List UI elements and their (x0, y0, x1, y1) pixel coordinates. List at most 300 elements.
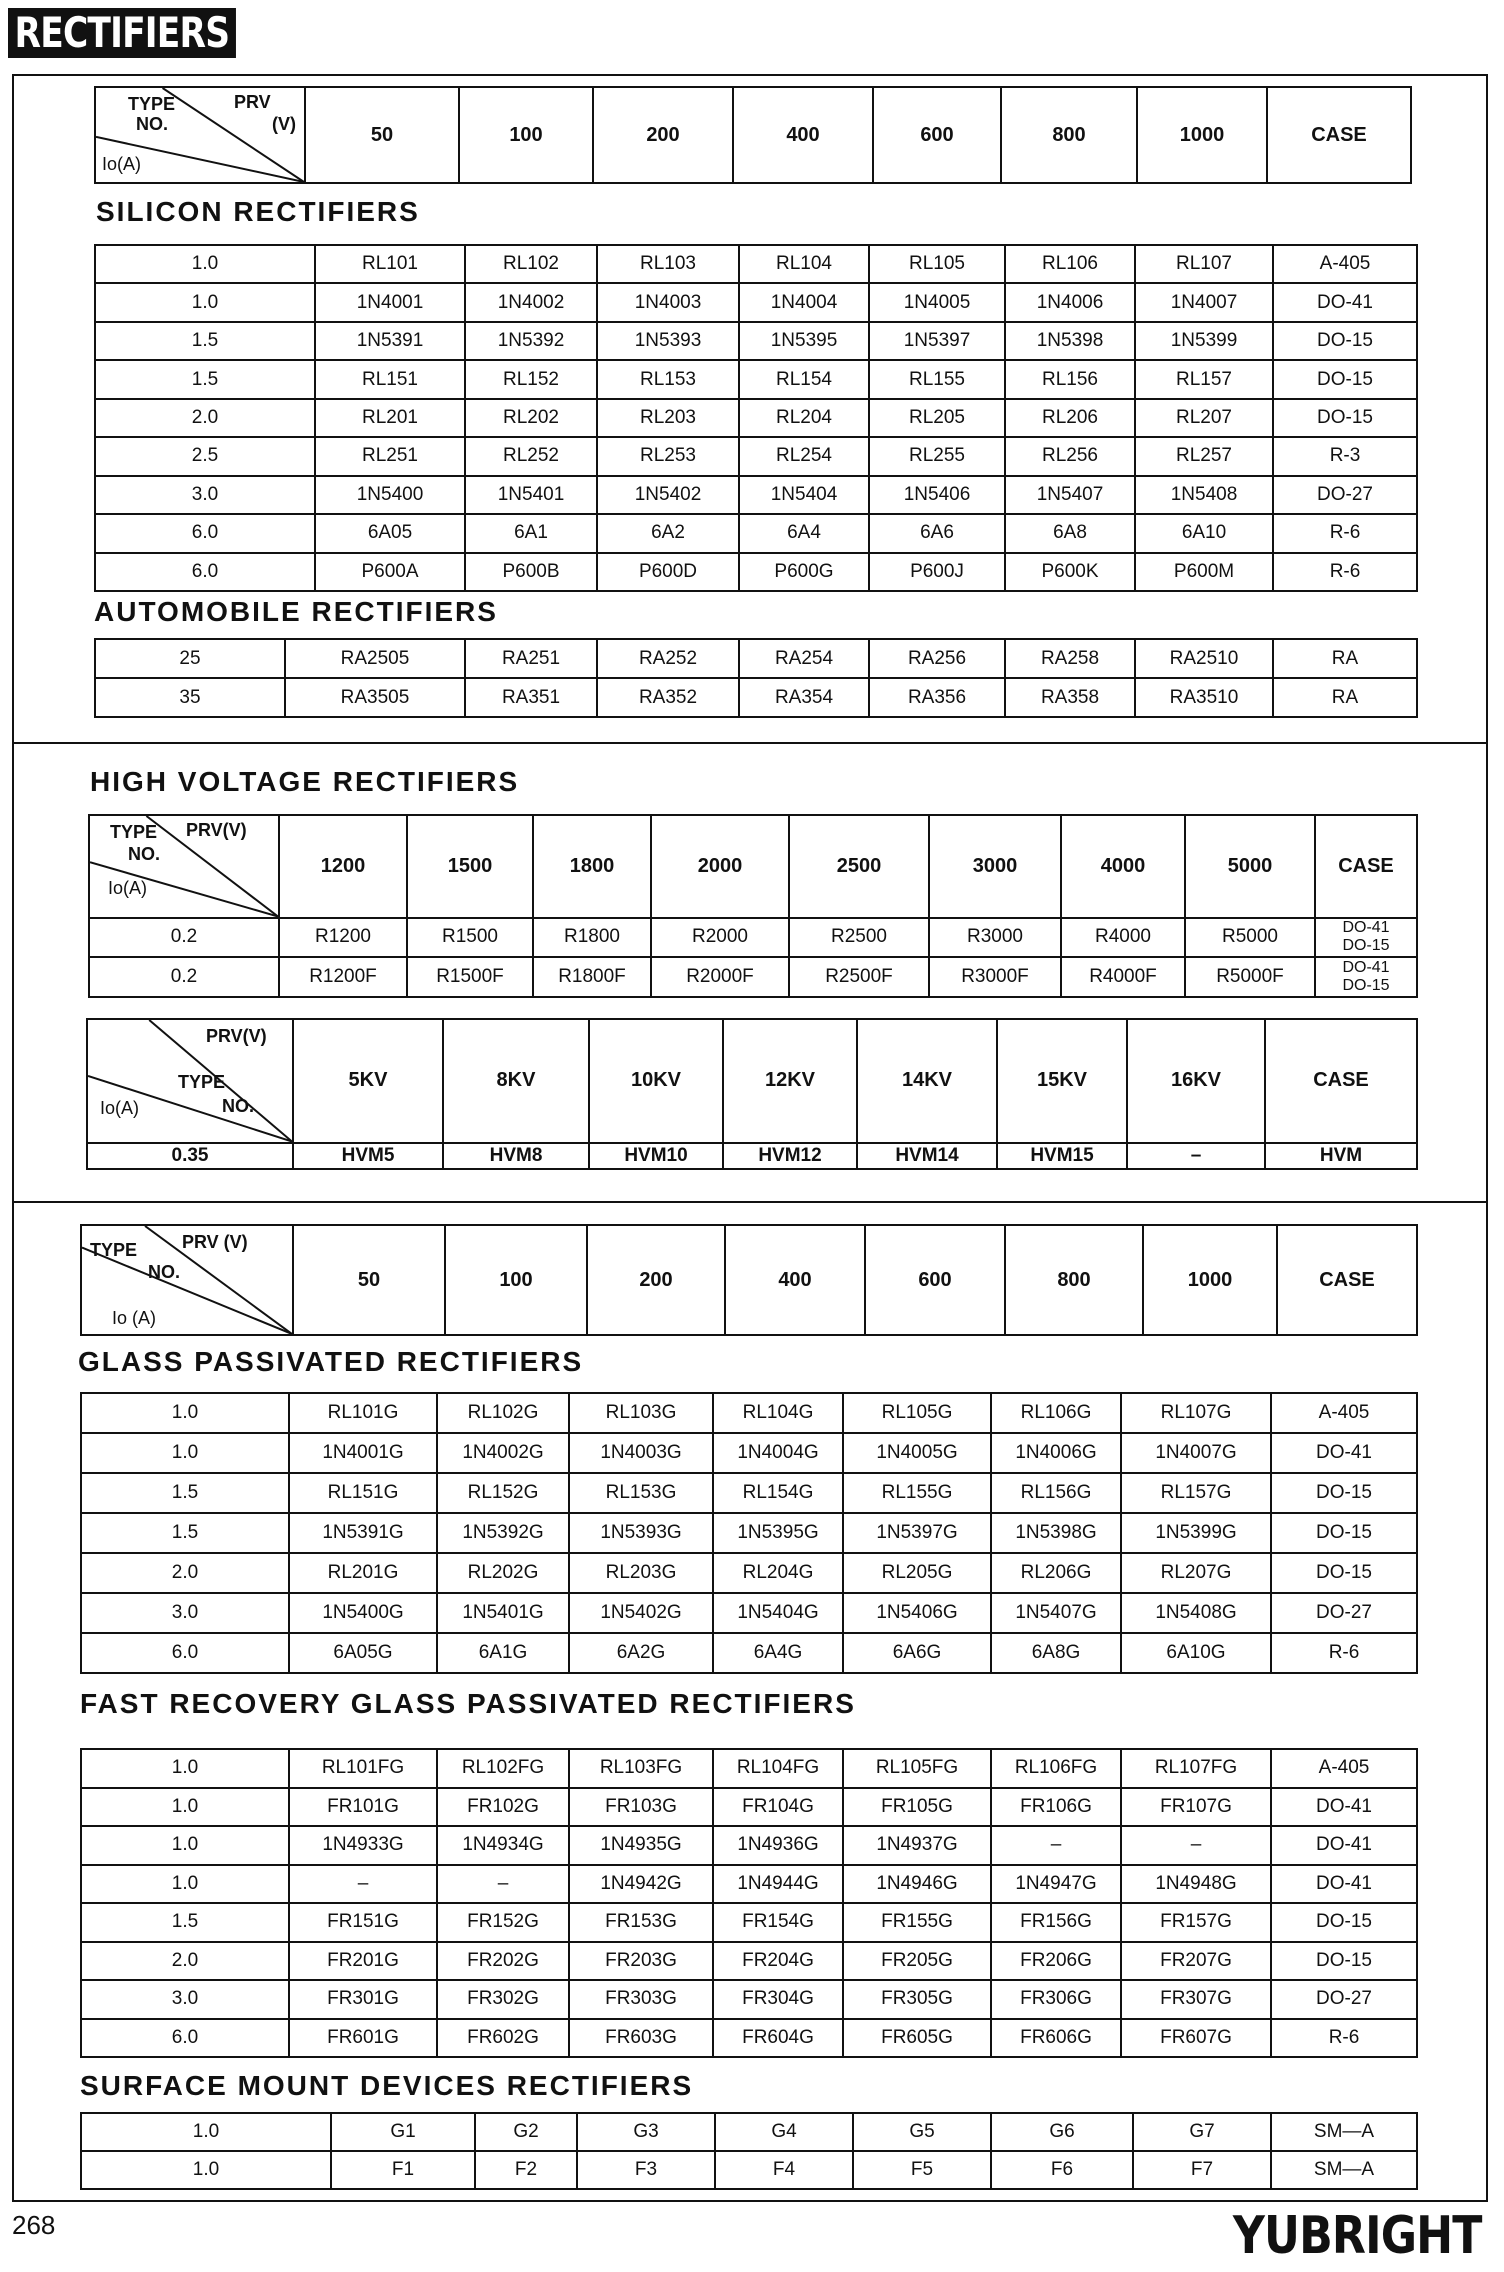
part-number-cell: – (991, 1826, 1121, 1865)
case-cell: R-3 (1273, 437, 1417, 475)
case-cell: DO-41 (1271, 1433, 1417, 1473)
part-number-cell: 1N4007 (1135, 283, 1273, 321)
part-number-cell: FR306G (991, 1980, 1121, 2019)
part-number-cell: R1200 (279, 918, 407, 958)
part-number-cell: HVM8 (443, 1143, 589, 1169)
part-number-cell: RA352 (597, 678, 739, 717)
part-number-cell: HVM10 (589, 1143, 723, 1169)
current-cell: 1.0 (81, 1826, 289, 1865)
no-label: NO. (128, 844, 161, 864)
part-number-cell: R1800F (533, 957, 651, 997)
voltage-header: 400 (725, 1225, 865, 1335)
table-row (95, 283, 1417, 321)
part-number-cell: G7 (1133, 2113, 1271, 2151)
voltage-header: 50 (293, 1225, 445, 1335)
part-number-cell: 1N5392 (465, 322, 597, 360)
part-number-cell: RL102FG (437, 1749, 569, 1788)
part-number-cell: FR104G (713, 1788, 843, 1827)
part-number-cell: RL253 (597, 437, 739, 475)
current-cell: 1.0 (81, 1865, 289, 1904)
part-number-cell: RA354 (739, 678, 869, 717)
part-number-cell: 1N4006G (991, 1433, 1121, 1473)
voltage-header: 5000 (1185, 815, 1315, 918)
section-title-high-voltage: HIGH VOLTAGE RECTIFIERS (90, 766, 520, 797)
case-cell: DO-27 (1271, 1593, 1417, 1633)
fast-recovery-table (80, 1748, 1418, 2058)
table-row (81, 2113, 1417, 2151)
part-number-cell: F2 (475, 2151, 577, 2189)
part-number-cell: 1N5397 (869, 322, 1005, 360)
part-number-cell: 1N5397G (843, 1513, 991, 1553)
part-number-cell: RL103 (597, 245, 739, 283)
part-number-cell: 1N5395G (713, 1513, 843, 1553)
current-cell: 6.0 (81, 2019, 289, 2058)
part-number-cell: 6A2 (597, 514, 739, 552)
part-number-cell: P600J (869, 553, 1005, 592)
part-number-cell: R3000 (929, 918, 1061, 958)
table-row (95, 399, 1417, 437)
current-cell: 3.0 (81, 1980, 289, 2019)
part-number-cell: 1N4935G (569, 1826, 713, 1865)
table-row (95, 322, 1417, 360)
part-number-cell: RA254 (739, 639, 869, 678)
page-number: 268 (12, 2210, 56, 2240)
part-number-cell: RL203 (597, 399, 739, 437)
silicon-rectifiers-table (94, 244, 1418, 592)
prv-label: PRV(V) (206, 1026, 267, 1046)
part-number-cell: 6A05 (315, 514, 465, 552)
part-number-cell: RL104 (739, 245, 869, 283)
part-number-cell: 1N5393G (569, 1513, 713, 1553)
voltage-header: 800 (1001, 87, 1137, 183)
voltage-header: 1800 (533, 815, 651, 918)
part-number-cell: FR157G (1121, 1903, 1271, 1942)
current-cell: 1.5 (95, 322, 315, 360)
voltage-header: 2000 (651, 815, 789, 918)
voltage-header: 400 (733, 87, 873, 183)
part-number-cell: 1N5407G (991, 1593, 1121, 1633)
part-number-cell: FR154G (713, 1903, 843, 1942)
part-number-cell: 1N4942G (569, 1865, 713, 1904)
part-number-cell: 1N5399G (1121, 1513, 1271, 1553)
voltage-header: 5KV (293, 1019, 443, 1143)
no-label: NO. (222, 1096, 255, 1116)
part-number-cell: 6A05G (289, 1633, 437, 1673)
part-number-cell: 1N5392G (437, 1513, 569, 1553)
part-number-cell: RA256 (869, 639, 1005, 678)
part-number-cell: RL103G (569, 1393, 713, 1433)
part-number-cell: RA3505 (285, 678, 465, 717)
table-row (81, 1433, 1417, 1473)
table-row (95, 245, 1417, 283)
part-number-cell: 1N5398 (1005, 322, 1135, 360)
section-title-fast-recovery: FAST RECOVERY GLASS PASSIVATED RECTIFIERS (80, 1688, 856, 1719)
part-number-cell: RL101 (315, 245, 465, 283)
case-cell: DO-15 (1271, 1473, 1417, 1513)
table-row (81, 1942, 1417, 1981)
case-cell: A-405 (1273, 245, 1417, 283)
current-cell: 0.35 (87, 1143, 293, 1169)
case-cell: DO-15 (1271, 1903, 1417, 1942)
part-number-cell: 6A2G (569, 1633, 713, 1673)
part-number-cell: RL154G (713, 1473, 843, 1513)
part-number-cell: F3 (577, 2151, 715, 2189)
part-number-cell: RL107FG (1121, 1749, 1271, 1788)
current-cell: 1.0 (95, 245, 315, 283)
part-number-cell: RL251 (315, 437, 465, 475)
current-cell: 2.5 (95, 437, 315, 475)
header-corner-cell (89, 815, 279, 918)
table-row (81, 2019, 1417, 2058)
case-cell: DO-15 (1271, 1513, 1417, 1553)
voltage-header: 1000 (1137, 87, 1267, 183)
case-cell: DO-41 DO-15 (1315, 957, 1417, 997)
voltage-header-table (94, 86, 1412, 184)
part-number-cell: FR155G (843, 1903, 991, 1942)
table-row (81, 1826, 1417, 1865)
part-number-cell: FR307G (1121, 1980, 1271, 2019)
part-number-cell: 6A10G (1121, 1633, 1271, 1673)
part-number-cell: 1N4947G (991, 1865, 1121, 1904)
table-row (95, 553, 1417, 592)
hvm-table (86, 1018, 1418, 1170)
part-number-cell: FR204G (713, 1942, 843, 1981)
part-number-cell: 6A6G (843, 1633, 991, 1673)
part-number-cell: RL101FG (289, 1749, 437, 1788)
voltage-header: 800 (1005, 1225, 1143, 1335)
prv-label: PRV(V) (186, 820, 247, 840)
part-number-cell: 1N5402G (569, 1593, 713, 1633)
current-cell: 2.0 (81, 1942, 289, 1981)
part-number-cell: 1N4948G (1121, 1865, 1271, 1904)
part-number-cell: 6A1G (437, 1633, 569, 1673)
part-number-cell: RA251 (465, 639, 597, 678)
type-label: TYPE (110, 822, 158, 842)
part-number-cell: RL157 (1135, 360, 1273, 398)
case-header: CASE (1277, 1225, 1417, 1335)
table-row (81, 1788, 1417, 1827)
part-number-cell: G4 (715, 2113, 853, 2151)
part-number-cell: 1N5408 (1135, 476, 1273, 514)
case-header: CASE (1267, 87, 1411, 183)
table-row (81, 2151, 1417, 2189)
part-number-cell: R5000 (1185, 918, 1315, 958)
part-number-cell: R1500 (407, 918, 533, 958)
current-cell: 6.0 (81, 1633, 289, 1673)
part-number-cell: P600K (1005, 553, 1135, 592)
section-title-glass: GLASS PASSIVATED RECTIFIERS (78, 1346, 584, 1377)
case-cell: DO-15 (1271, 1942, 1417, 1981)
part-number-cell: FR304G (713, 1980, 843, 2019)
part-number-cell: 6A4G (713, 1633, 843, 1673)
case-cell: A-405 (1271, 1393, 1417, 1433)
part-number-cell: G5 (853, 2113, 991, 2151)
part-number-cell: FR203G (569, 1942, 713, 1981)
part-number-cell: RL155 (869, 360, 1005, 398)
part-number-cell: 1N5404G (713, 1593, 843, 1633)
part-number-cell: RL255 (869, 437, 1005, 475)
part-number-cell: 1N4944G (713, 1865, 843, 1904)
current-cell: 1.0 (95, 283, 315, 321)
prv-unit: (V) (272, 114, 296, 134)
part-number-cell: – (1127, 1143, 1265, 1169)
current-cell: 1.0 (81, 2113, 331, 2151)
part-number-cell: 1N5400G (289, 1593, 437, 1633)
part-number-cell: RL103FG (569, 1749, 713, 1788)
part-number-cell: RL151 (315, 360, 465, 398)
part-number-cell: F1 (331, 2151, 475, 2189)
section-divider (12, 742, 1488, 744)
table-row (95, 514, 1417, 552)
part-number-cell: P600M (1135, 553, 1273, 592)
part-number-cell: RL206G (991, 1553, 1121, 1593)
part-number-cell: 1N5393 (597, 322, 739, 360)
case-cell: RA (1273, 639, 1417, 678)
type-label: TYPE (128, 94, 176, 114)
part-number-cell: 1N5391 (315, 322, 465, 360)
io-label: Io(A) (100, 1098, 140, 1118)
table-row (81, 1473, 1417, 1513)
part-number-cell: R4000 (1061, 918, 1185, 958)
case-cell: A-405 (1271, 1749, 1417, 1788)
table-row (87, 1143, 1417, 1169)
part-number-cell: RA351 (465, 678, 597, 717)
part-number-cell: RL105FG (843, 1749, 991, 1788)
part-number-cell: FR151G (289, 1903, 437, 1942)
case-cell: DO-41 (1271, 1865, 1417, 1904)
part-number-cell: 6A4 (739, 514, 869, 552)
part-number-cell: RL252 (465, 437, 597, 475)
table-row (81, 1980, 1417, 2019)
part-number-cell: RL104FG (713, 1749, 843, 1788)
part-number-cell: 6A6 (869, 514, 1005, 552)
current-cell: 3.0 (95, 476, 315, 514)
part-number-cell: R1800 (533, 918, 651, 958)
current-cell: 6.0 (95, 514, 315, 552)
part-number-cell: 1N5408G (1121, 1593, 1271, 1633)
part-number-cell: FR102G (437, 1788, 569, 1827)
part-number-cell: P600D (597, 553, 739, 592)
part-number-cell: RL105G (843, 1393, 991, 1433)
part-number-cell: G3 (577, 2113, 715, 2151)
part-number-cell: R5000F (1185, 957, 1315, 997)
part-number-cell: 1N5407 (1005, 476, 1135, 514)
part-number-cell: RL155G (843, 1473, 991, 1513)
smd-rectifiers-table (80, 2112, 1418, 2190)
part-number-cell: P600B (465, 553, 597, 592)
voltage-header: 15KV (997, 1019, 1127, 1143)
part-number-cell: F5 (853, 2151, 991, 2189)
current-cell: 1.0 (81, 1788, 289, 1827)
part-number-cell: HVM15 (997, 1143, 1127, 1169)
part-number-cell: 6A10 (1135, 514, 1273, 552)
header-corner-cell (95, 87, 305, 183)
part-number-cell: R3000F (929, 957, 1061, 997)
part-number-cell: 1N4006 (1005, 283, 1135, 321)
glass-passivated-table (80, 1392, 1418, 1674)
part-number-cell: 1N4934G (437, 1826, 569, 1865)
part-number-cell: 1N4007G (1121, 1433, 1271, 1473)
part-number-cell: 6A1 (465, 514, 597, 552)
part-number-cell: R1200F (279, 957, 407, 997)
part-number-cell: R4000F (1061, 957, 1185, 997)
part-number-cell: FR607G (1121, 2019, 1271, 2058)
case-cell: DO-15 (1273, 322, 1417, 360)
voltage-header: 1000 (1143, 1225, 1277, 1335)
part-number-cell: RL205 (869, 399, 1005, 437)
part-number-cell: FR305G (843, 1980, 991, 2019)
current-cell: 1.5 (81, 1473, 289, 1513)
section-divider (12, 1201, 1488, 1203)
io-label: Io (A) (112, 1308, 157, 1328)
current-cell: 0.2 (89, 918, 279, 958)
part-number-cell: 1N4003 (597, 283, 739, 321)
part-number-cell: 1N5404 (739, 476, 869, 514)
voltage-header: 1200 (279, 815, 407, 918)
table-row (95, 437, 1417, 475)
part-number-cell: RL201G (289, 1553, 437, 1593)
case-cell: RA (1273, 678, 1417, 717)
current-cell: 1.5 (95, 360, 315, 398)
part-number-cell: RL202 (465, 399, 597, 437)
current-cell: 1.0 (81, 2151, 331, 2189)
part-number-cell: 1N5401 (465, 476, 597, 514)
part-number-cell: 6A8 (1005, 514, 1135, 552)
part-number-cell: – (1121, 1826, 1271, 1865)
part-number-cell: P600G (739, 553, 869, 592)
voltage-header: 14KV (857, 1019, 997, 1143)
part-number-cell: RL106 (1005, 245, 1135, 283)
part-number-cell: HVM12 (723, 1143, 857, 1169)
part-number-cell: 1N4005 (869, 283, 1005, 321)
part-number-cell: 1N4001 (315, 283, 465, 321)
part-number-cell: RL153G (569, 1473, 713, 1513)
part-number-cell: 1N4946G (843, 1865, 991, 1904)
part-number-cell: RL106FG (991, 1749, 1121, 1788)
part-number-cell: RL205G (843, 1553, 991, 1593)
part-number-cell: HVM14 (857, 1143, 997, 1169)
part-number-cell: 1N4001G (289, 1433, 437, 1473)
part-number-cell: RL156 (1005, 360, 1135, 398)
part-number-cell: 1N4937G (843, 1826, 991, 1865)
part-number-cell: 1N4002 (465, 283, 597, 321)
part-number-cell: 1N4933G (289, 1826, 437, 1865)
high-voltage-table (88, 814, 1418, 998)
no-label: NO. (148, 1262, 181, 1282)
part-number-cell: RL201 (315, 399, 465, 437)
no-label: NO. (136, 114, 169, 134)
part-number-cell: RL105 (869, 245, 1005, 283)
part-number-cell: G2 (475, 2113, 577, 2151)
part-number-cell: R1500F (407, 957, 533, 997)
current-cell: 1.0 (81, 1433, 289, 1473)
page-title: RECTIFIERS (8, 8, 236, 58)
section-title-silicon: SILICON RECTIFIERS (96, 196, 420, 227)
table-row (81, 1553, 1417, 1593)
current-cell: 0.2 (89, 957, 279, 997)
part-number-cell: 1N5395 (739, 322, 869, 360)
prv-label: PRV (V) (182, 1232, 248, 1252)
part-number-cell: RA2505 (285, 639, 465, 678)
table-row (81, 1749, 1417, 1788)
current-cell: 1.5 (81, 1513, 289, 1553)
part-number-cell: HVM5 (293, 1143, 443, 1169)
case-cell: SM—A (1271, 2151, 1417, 2189)
part-number-cell: RL207G (1121, 1553, 1271, 1593)
part-number-cell: 1N4005G (843, 1433, 991, 1473)
voltage-header-table-glass (80, 1224, 1418, 1336)
part-number-cell: FR606G (991, 2019, 1121, 2058)
part-number-cell: RL102 (465, 245, 597, 283)
part-number-cell: 6A8G (991, 1633, 1121, 1673)
part-number-cell: 1N5402 (597, 476, 739, 514)
part-number-cell: RA356 (869, 678, 1005, 717)
case-cell: DO-27 (1271, 1980, 1417, 2019)
part-number-cell: RL203G (569, 1553, 713, 1593)
current-cell: 1.0 (81, 1393, 289, 1433)
part-number-cell: RA358 (1005, 678, 1135, 717)
case-cell: DO-41 DO-15 (1315, 918, 1417, 958)
part-number-cell: RL154 (739, 360, 869, 398)
part-number-cell: 1N5391G (289, 1513, 437, 1553)
voltage-header: 3000 (929, 815, 1061, 918)
part-number-cell: RL152G (437, 1473, 569, 1513)
part-number-cell: FR301G (289, 1980, 437, 2019)
part-number-cell: F4 (715, 2151, 853, 2189)
section-title-smd: SURFACE MOUNT DEVICES RECTIFIERS (80, 2070, 694, 2101)
table-row (89, 957, 1417, 997)
part-number-cell: RL257 (1135, 437, 1273, 475)
voltage-header: 10KV (589, 1019, 723, 1143)
part-number-cell: 1N4004G (713, 1433, 843, 1473)
part-number-cell: 1N5399 (1135, 322, 1273, 360)
part-number-cell: RL156G (991, 1473, 1121, 1513)
part-number-cell: FR603G (569, 2019, 713, 2058)
part-number-cell: RA3510 (1135, 678, 1273, 717)
part-number-cell: RL107G (1121, 1393, 1271, 1433)
automobile-rectifiers-table (94, 638, 1418, 718)
voltage-header: 200 (593, 87, 733, 183)
part-number-cell: 1N5406 (869, 476, 1005, 514)
current-cell: 2.0 (81, 1553, 289, 1593)
case-cell: DO-41 (1273, 283, 1417, 321)
header-corner-cell (81, 1225, 293, 1335)
voltage-header: 12KV (723, 1019, 857, 1143)
part-number-cell: FR153G (569, 1903, 713, 1942)
part-number-cell: RL256 (1005, 437, 1135, 475)
voltage-header: 4000 (1061, 815, 1185, 918)
case-cell: R-6 (1273, 514, 1417, 552)
part-number-cell: RL157G (1121, 1473, 1271, 1513)
case-header: CASE (1265, 1019, 1417, 1143)
current-cell: 6.0 (95, 553, 315, 592)
table-row (81, 1903, 1417, 1942)
part-number-cell: F6 (991, 2151, 1133, 2189)
part-number-cell: FR205G (843, 1942, 991, 1981)
part-number-cell: FR156G (991, 1903, 1121, 1942)
voltage-header: 2500 (789, 815, 929, 918)
case-cell: SM—A (1271, 2113, 1417, 2151)
part-number-cell: RA258 (1005, 639, 1135, 678)
table-row (81, 1393, 1417, 1433)
part-number-cell: FR106G (991, 1788, 1121, 1827)
case-cell: DO-15 (1273, 360, 1417, 398)
part-number-cell: RL104G (713, 1393, 843, 1433)
part-number-cell: RL102G (437, 1393, 569, 1433)
part-number-cell: FR201G (289, 1942, 437, 1981)
part-number-cell: RL254 (739, 437, 869, 475)
part-number-cell: – (289, 1865, 437, 1904)
